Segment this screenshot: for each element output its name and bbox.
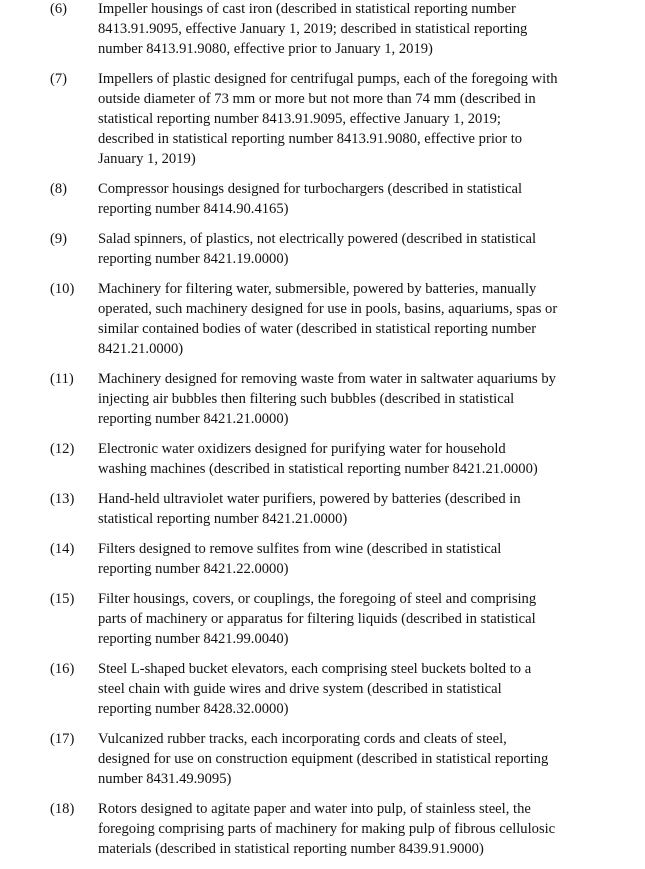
item-text [98,229,613,269]
text-line: statistical reporting number 8421.21.0000) [98,511,348,527]
text-line: statistical reporting number 8413.91.9095, effective January 1, 2019; [98,111,501,127]
item-number: (11) [50,371,74,387]
text-line: outside diameter of 73 mm or more but not more than 74 mm (described in [98,91,536,107]
text-line: reporting number 8421.99.0040) [98,631,289,647]
text-line: reporting number 8428.32.0000) [98,701,289,717]
item-number: (17) [50,731,75,747]
text-line: operated, such machinery designed for use in pools, basins, aquariums, spas or [98,301,558,317]
list-item [0,69,645,169]
text-line: reporting number 8421.22.0000) [98,561,289,577]
item-number: (12) [50,441,75,457]
text-line: Steel L-shaped bucket elevators, each comprising steel buckets bolted to a [98,661,532,677]
text-line: Impeller housings of cast iron (described in statistical reporting number [98,1,516,17]
text-line: similar contained bodies of water (described in statistical reporting number [98,321,537,337]
item-number: (14) [50,541,75,557]
text-line: described in statistical reporting number 8413.91.9080, effective prior to [98,131,523,147]
item-number: (18) [50,801,75,817]
text-line: number 8413.91.9080, effective prior to January 1, 2019) [98,41,433,57]
text-line: Machinery designed for removing waste from water in saltwater aquariums by [98,371,556,387]
text-line: steel chain with guide wires and drive system (described in statistical [98,681,502,697]
text-line: Compressor housings designed for turbochargers (described in statistical [98,181,523,197]
text-line: Machinery for filtering water, submersible, powered by batteries, manually [98,281,537,297]
item-text [98,69,613,169]
text-line: designed for use on construction equipment (described in statistical reporting [98,751,549,767]
item-number: (9) [50,231,68,247]
item-text [98,0,613,59]
text-line: Filter housings, covers, or couplings, the foregoing of steel and comprising [98,591,537,607]
item-number: (16) [50,661,75,677]
text-line: Salad spinners, of plastics, not electrically powered (described in statistical [98,231,537,247]
item-text [98,489,613,529]
text-line: Electronic water oxidizers designed for purifying water for household [98,441,506,457]
item-text [98,539,613,579]
text-line: January 1, 2019) [98,151,196,167]
text-line: number 8431.49.9095) [98,771,232,787]
text-line: Hand-held ultraviolet water purifiers, powered by batteries (described in [98,491,521,507]
list-item [0,589,645,649]
item-text [98,279,613,359]
text-line: materials (described in statistical reporting number 8439.91.9000) [98,841,484,857]
item-number: (7) [50,71,68,87]
text-line: injecting air bubbles then filtering such bubbles (described in statistical [98,391,515,407]
item-number: (10) [50,281,75,297]
list-item [0,229,645,269]
list-item [0,659,645,719]
text-line: Vulcanized rubber tracks, each incorporating cords and cleats of steel, [98,731,507,747]
text-line: Rotors designed to agitate paper and water into pulp, of stainless steel, the [98,801,531,817]
item-text [98,439,613,479]
text-line: reporting number 8421.21.0000) [98,411,289,427]
item-text [98,659,613,719]
text-line: reporting number 8421.19.0000) [98,251,289,267]
list-item [0,279,645,359]
item-text [98,369,613,429]
list-item [0,799,645,859]
text-line: 8413.91.9095, effective January 1, 2019; described in statistical reporting [98,21,528,37]
item-number: (13) [50,491,75,507]
item-text [98,729,613,789]
item-text [98,799,613,859]
text-line: Impellers of plastic designed for centrifugal pumps, each of the foregoing with [98,71,558,87]
text-line: washing machines (described in statistical reporting number 8421.21.0000) [98,461,538,477]
text-line: Filters designed to remove sulfites from wine (described in statistical [98,541,502,557]
list-item [0,179,645,219]
item-number: (15) [50,591,75,607]
item-number: (6) [50,1,68,17]
item-number: (8) [50,181,68,197]
text-line: reporting number 8414.90.4165) [98,201,289,217]
text-line: parts of machinery or apparatus for filtering liquids (described in statistical [98,611,536,627]
list-item [0,729,645,789]
list-item [0,369,645,429]
text-line: 8421.21.0000) [98,341,184,357]
list-item [0,439,645,479]
list-item [0,489,645,529]
text-line: foregoing comprising parts of machinery for making pulp of fibrous cellulosic [98,821,556,837]
item-text [98,179,613,219]
item-text [98,589,613,649]
list-item [0,539,645,579]
list-item [0,0,645,59]
